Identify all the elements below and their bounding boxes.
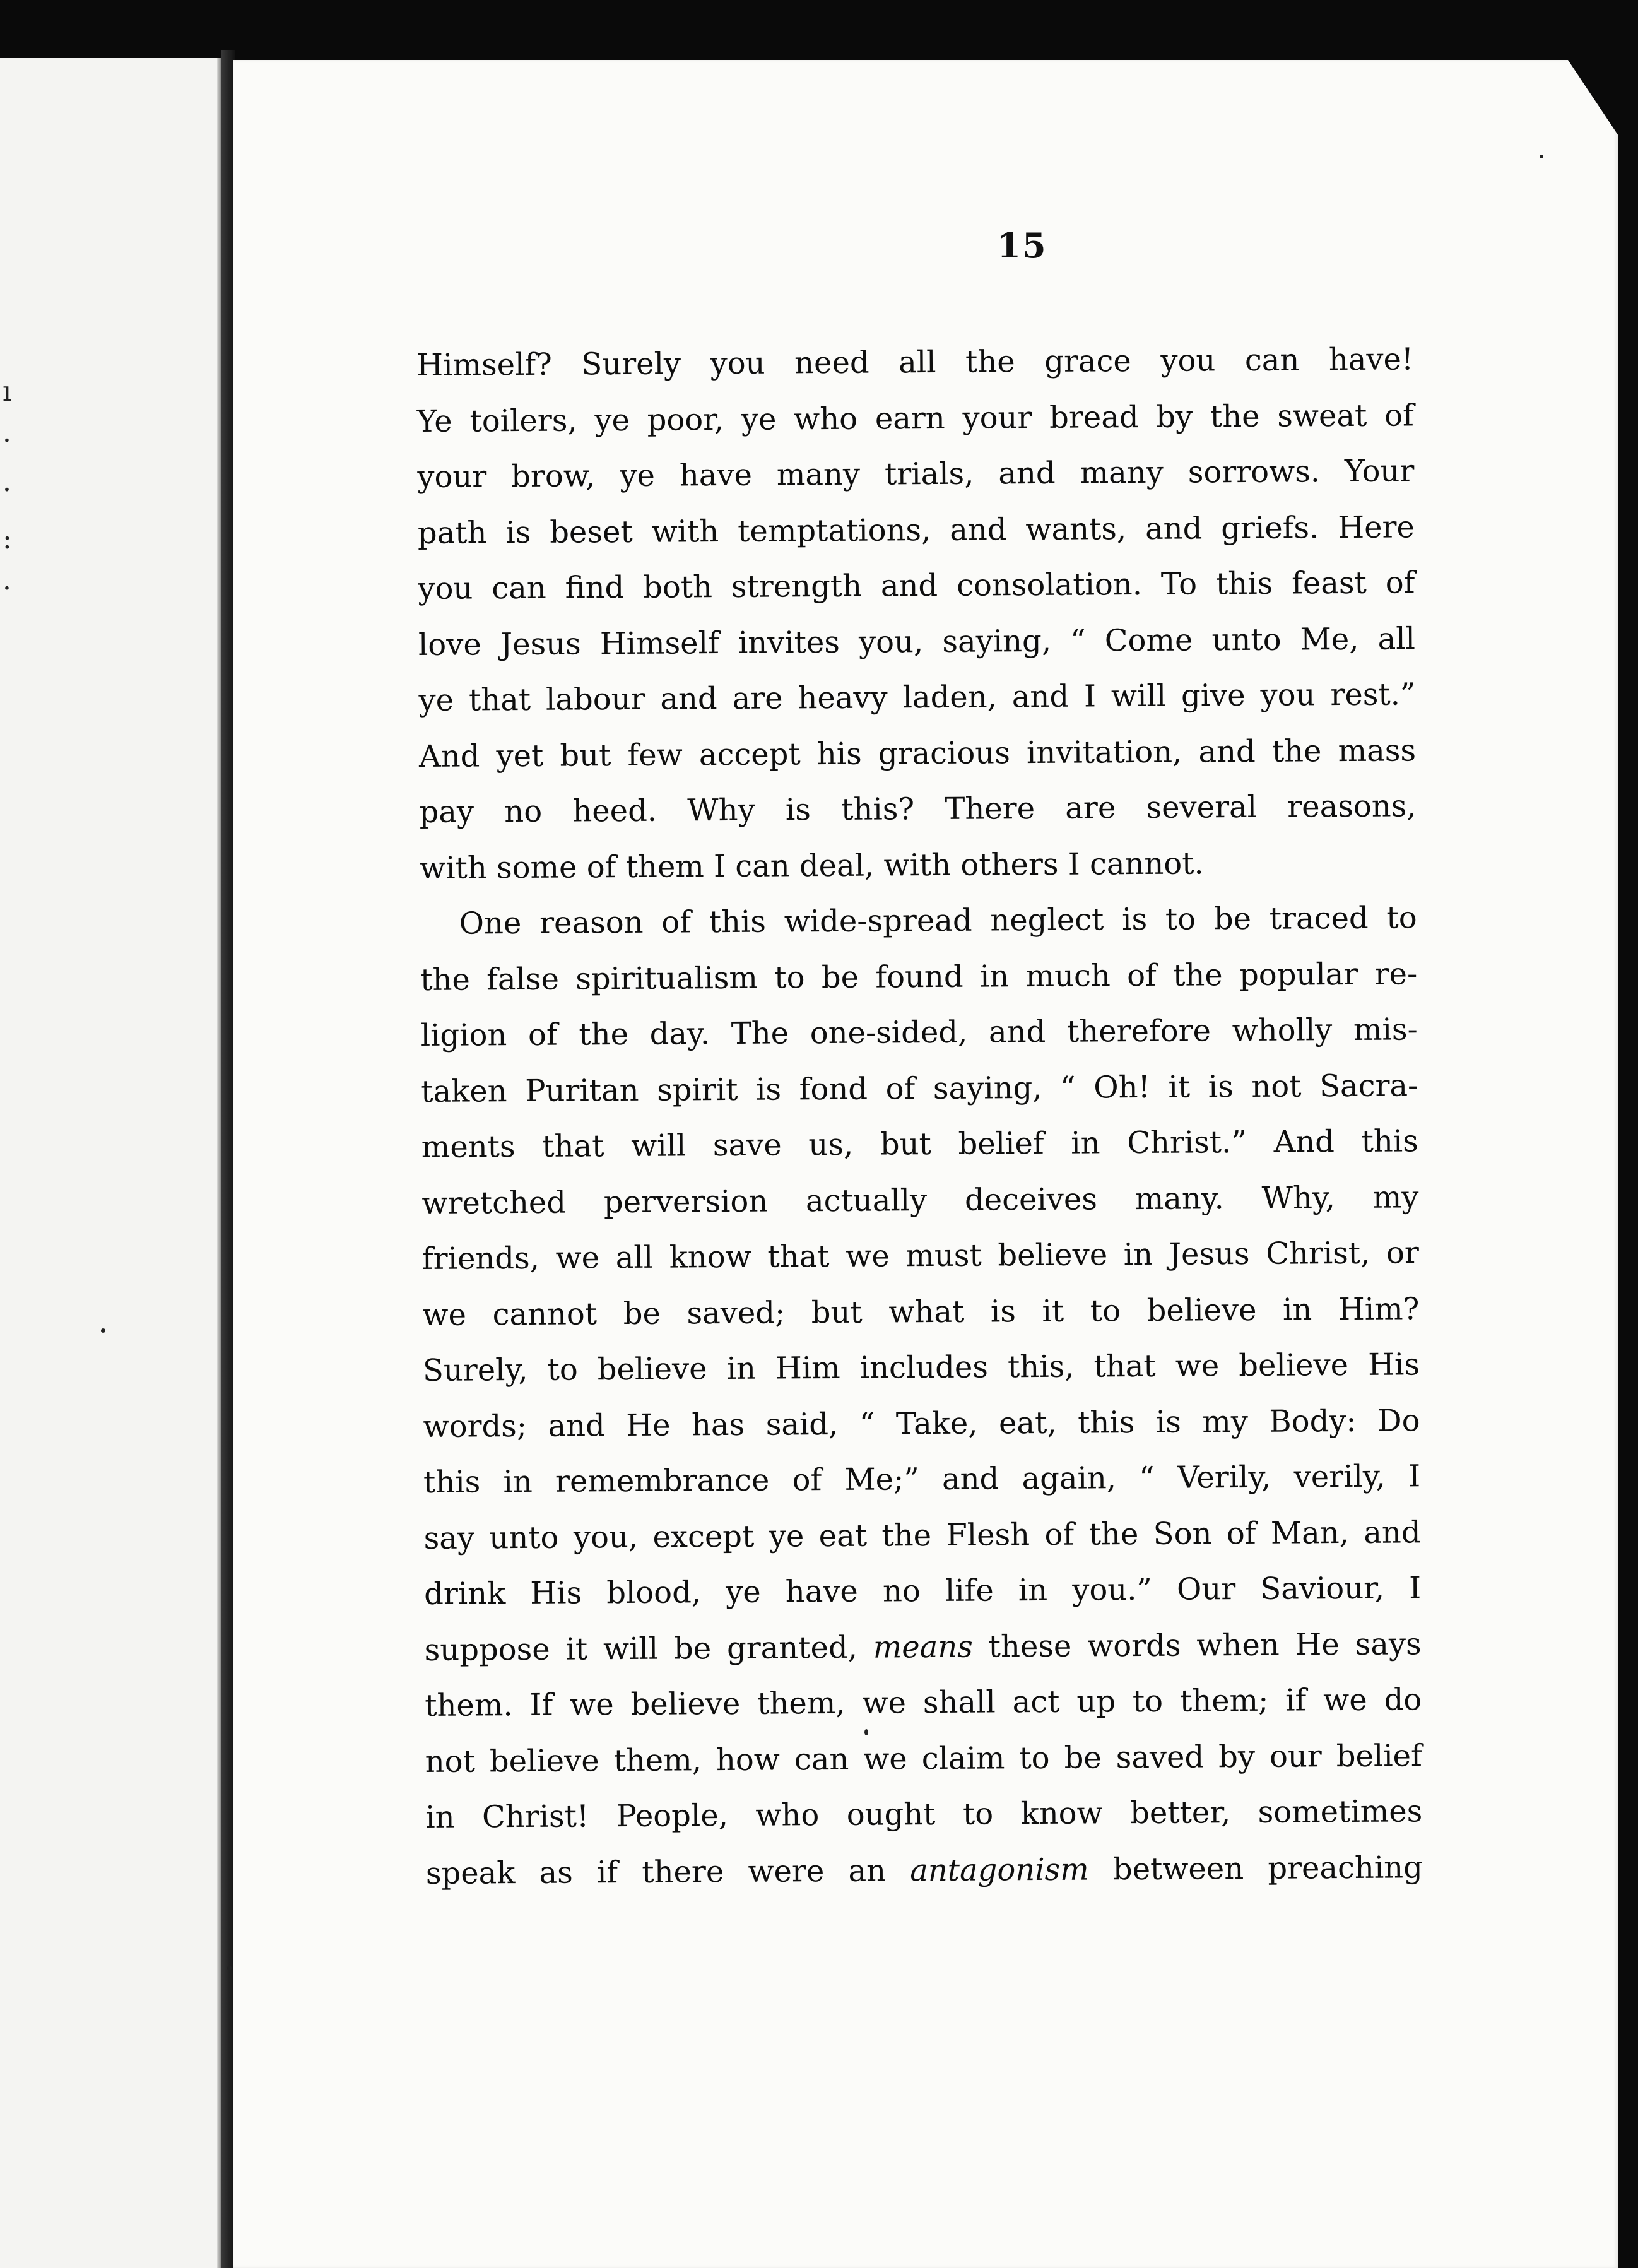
text-line: path is beset with temptations, and wants, and griefs. Here — [417, 509, 1415, 551]
text-line: ligion of the day. The one-sided, and therefore wholly mis- — [420, 1012, 1418, 1053]
text-line: the false spiritualism to be found in much of the popular re- — [420, 955, 1418, 998]
text-line: drink His blood, ye have no life in you.” Our Saviour, I — [423, 1570, 1422, 1612]
page-corner — [1568, 60, 1618, 136]
text-span: these words when He says — [972, 1626, 1422, 1665]
text-line: friends, we all know that we must believe in Jesus Christ, or — [421, 1235, 1420, 1277]
text-line — [424, 1616, 1422, 1678]
text-span: suppose it will be granted, — [424, 1629, 873, 1668]
text-line: love Jesus Himself invites you, saying, “ Come unto Me, all — [418, 620, 1416, 663]
bleed-through-marks: ı · · : · — [3, 375, 12, 605]
emphasized-word: means — [873, 1629, 974, 1665]
speck — [101, 1328, 105, 1333]
body-text — [416, 331, 1423, 1901]
text-line: you can find both strength and consolation. To this feast of — [418, 565, 1415, 606]
text-line — [426, 1840, 1423, 1901]
speck — [227, 1966, 232, 1970]
text-line: Himself? Surely you need all the grace you can have! — [416, 341, 1414, 383]
speck — [864, 1729, 868, 1735]
text-line: we cannot be saved; but what is it to believe in Him? — [422, 1291, 1420, 1333]
text-line: not believe them, how can we claim to be saved by our belief — [425, 1737, 1422, 1780]
text-line: this in remembrance of Me;” and again, “ Verily, verily, I — [423, 1458, 1421, 1500]
text-line: One reason of this wide-spread neglect is to be traced to — [459, 900, 1417, 942]
facing-page-edge — [0, 58, 221, 2268]
book-gutter — [221, 50, 235, 2268]
text-line: words; and He has said, “ Take, eat, this is my Body: Do — [423, 1402, 1420, 1444]
text-line: And yet but few accept his gracious invitation, and the mass — [418, 732, 1417, 774]
text-line: Ye toilers, ye poor, ye who earn your bread by the sweat of — [416, 397, 1414, 439]
text-span: speak as if there were an — [425, 1852, 910, 1891]
text-line: them. If we believe them, we shall act up to them; if we do — [425, 1682, 1422, 1723]
page-number: 15 — [997, 225, 1047, 266]
text-line: Surely, to believe in Him includes this, that we believe His — [422, 1347, 1420, 1388]
text-line: your brow, ye have many trials, and many sorrows. Your — [417, 453, 1415, 495]
text-line: in Christ! People, who ought to know better, sometimes — [425, 1793, 1423, 1835]
text-span: between preaching — [1088, 1849, 1423, 1887]
book-page — [233, 60, 1618, 2268]
text-line: wretched perversion actually deceives many. Why, my — [421, 1179, 1419, 1221]
text-line: taken Puritan spirit is fond of saying, “ Oh! it is not Sacra- — [421, 1067, 1418, 1109]
text-line: say unto you, except ye eat the Flesh of the Son of Man, and — [423, 1514, 1421, 1556]
text-line: ye that labour and are heavy laden, and I will give you rest.” — [418, 676, 1416, 718]
emphasized-word: antagonism — [910, 1852, 1089, 1888]
text-line: pay no heed. Why is this? There are several reasons, — [419, 788, 1417, 830]
speck — [1540, 155, 1543, 158]
text-line: with some of them I can deal, with others I cannot. — [419, 845, 1204, 886]
text-line: ments that will save us, but belief in Christ.” And this — [421, 1123, 1418, 1165]
